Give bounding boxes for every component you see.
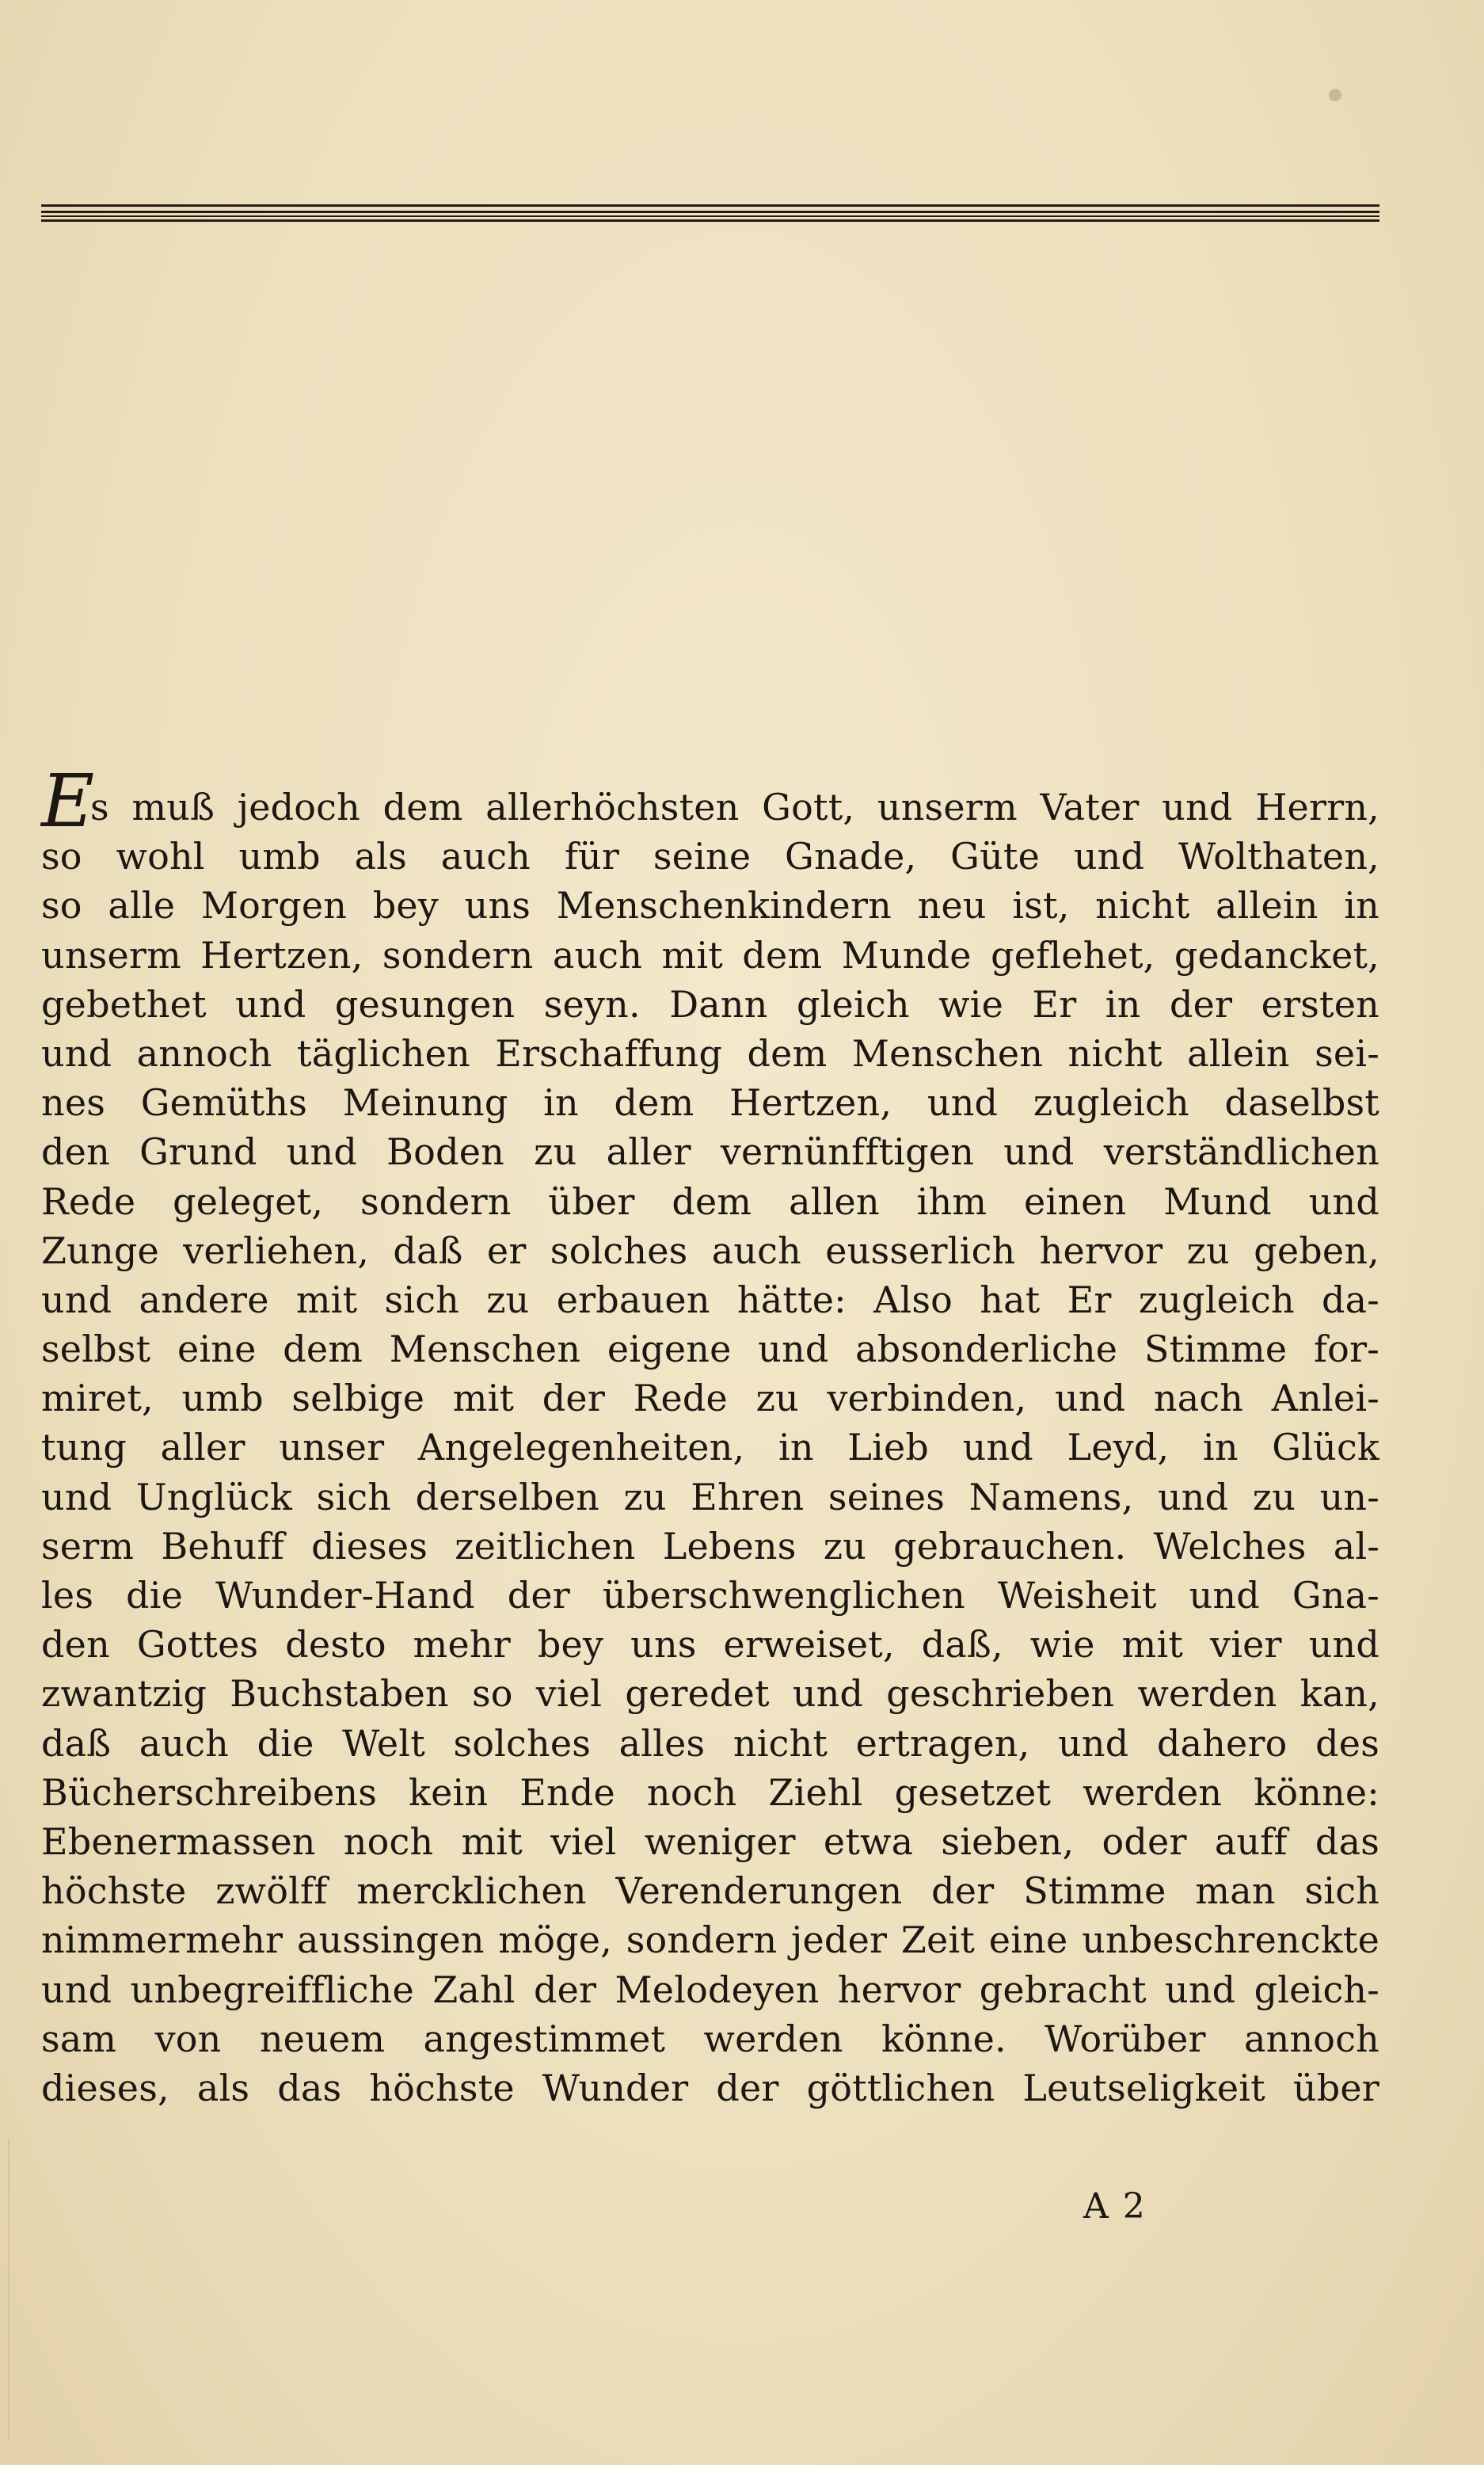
text-line: unserm Hertzen, sondern auch mit dem Munde geflehet, gedancket,: [41, 933, 1379, 977]
text-line: tung aller unser Angelegenheiten, in Lieb und Leyd, in Glück: [41, 1426, 1379, 1469]
text-line: zwantzig Buchstaben so viel geredet und geschrieben werden kan,: [41, 1672, 1379, 1716]
page-edge-shadow: [8, 2139, 10, 2440]
first-line-text: s muß jedoch dem allerhöchsten Gott, unserm Vater und Herrn,: [90, 786, 1379, 829]
text-line: miret, umb selbige mit der Rede zu verbinden, und nach Anlei-: [41, 1377, 1379, 1420]
text-line: und andere mit sich zu erbauen hätte: Also hat Er zugleich da-: [41, 1278, 1379, 1321]
text-line: les die Wunder-Hand der überschwenglichen Weisheit und Gna-: [41, 1574, 1379, 1617]
text-line: gebethet und gesungen seyn. Dann gleich wie Er in der ersten: [41, 982, 1379, 1026]
text-line: sam von neuem angestimmet werden könne. Worüber annoch: [41, 2017, 1379, 2060]
text-line: dieses, als das höchste Wunder der göttlichen Leutseligkeit über: [41, 2066, 1379, 2109]
text-line: so alle Morgen bey uns Menschenkindern neu ist, nicht allein in: [41, 884, 1379, 928]
paper-spot: [1329, 89, 1341, 101]
text-line: den Grund und Boden zu aller vernünfftigen und verständlichen: [41, 1130, 1379, 1174]
text-line: und unbegreiffliche Zahl der Melodeyen hervor gebracht und gleich-: [41, 1968, 1379, 2011]
text-line: serm Behuff dieses zeitlichen Lebens zu gebrauchen. Welches al-: [41, 1524, 1379, 1568]
initial-letter: E: [41, 759, 95, 844]
signature-mark: A 2: [1083, 2186, 1147, 2227]
text-line: Zunge verliehen, daß er solches auch eusserlich hervor zu geben,: [41, 1229, 1379, 1272]
text-line: [41, 759, 1379, 844]
text-line: Ebenermassen noch mit viel weniger etwa sieben, oder auff das: [41, 1819, 1379, 1863]
text-line: nes Gemüths Meinung in dem Hertzen, und zugleich daselbst: [41, 1081, 1379, 1125]
text-line: daß auch die Welt solches alles nicht ertragen, und dahero des: [41, 1721, 1379, 1765]
text-line: Bücherschreibens kein Ende noch Ziehl gesetzet werden könne:: [41, 1770, 1379, 1814]
text-line: und Unglück sich derselben zu Ehren seines Namens, und zu un-: [41, 1475, 1379, 1518]
header-rule: [41, 204, 1379, 222]
text-line: nimmermehr aussingen möge, sondern jeder Zeit eine unbeschrenckte: [41, 1918, 1379, 1962]
body-text: [41, 759, 1379, 2113]
text-line: den Gottes desto mehr bey uns erweiset, daß, wie mit vier und: [41, 1623, 1379, 1667]
show-through-text: [41, 230, 1379, 737]
text-line: höchste zwölff mercklichen Verenderungen der Stimme man sich: [41, 1869, 1379, 1913]
text-line: selbst eine dem Menschen eigene und absonderliche Stimme for-: [41, 1328, 1379, 1371]
text-line: so wohl umb als auch für seine Gnade, Güte und Wolthaten,: [41, 835, 1379, 878]
text-line: und annoch täglichen Erschaffung dem Menschen nicht allein sei-: [41, 1031, 1379, 1075]
text-line: Rede geleget, sondern über dem allen ihm einen Mund und: [41, 1179, 1379, 1223]
